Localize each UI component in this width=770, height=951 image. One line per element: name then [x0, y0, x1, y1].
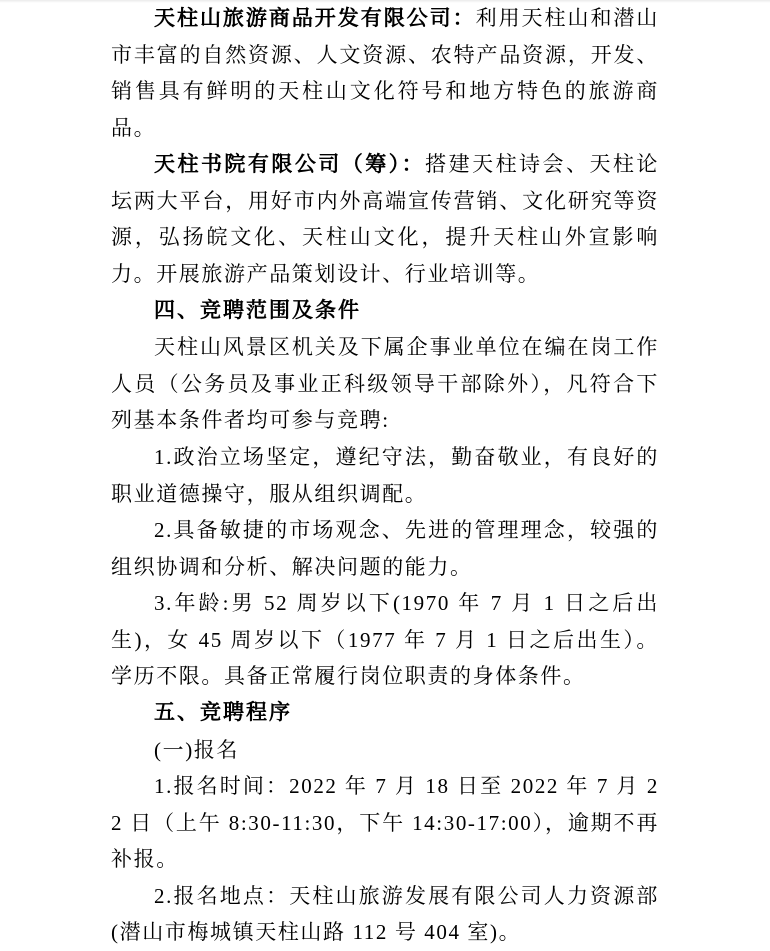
body-paragraph — [111, 0, 659, 146]
sub-heading: (一)报名 — [154, 737, 239, 762]
body-paragraph: 2.报名地点：天柱山旅游发展有限公司人力资源部(潜山市梅城镇天柱山路 112 号 404 室)。 — [111, 883, 659, 945]
paragraph-text: 利用天柱山和潜山市丰富的自然资源、人文资源、农特产品资源，开发、销售具有鲜明的天柱山文化符号和地方特色的旅游商品。 — [111, 6, 659, 140]
section-heading: 五、竞聘程序 — [154, 700, 292, 724]
body-paragraph: 1.政治立场坚定，遵纪守法，勤奋敬业，有良好的职业道德操守，服从组织调配。 — [111, 444, 659, 506]
body-paragraph — [111, 146, 659, 292]
body-paragraph: 天柱山风景区机关及下属企事业单位在编在岗工作人员（公务员及事业正科级领导干部除外），凡符合下列基本条件者均可参与竞聘: — [111, 335, 659, 433]
section-heading: 四、竞聘范围及条件 — [154, 298, 361, 322]
paragraph-text: 搭建天柱诗会、天柱论坛两大平台，用好市内外高端宣传营销、文化研究等资源，弘扬皖文化、天柱山文化，提升天柱山外宣影响力。开展旅游产品策划设计、行业培训等。 — [111, 152, 659, 287]
body-paragraph: 3.年龄:男 52 周岁以下(1970 年 7 月 1 日之后出生)，女 45 周岁以下（1977 年 7 月 1 日之后出生）。学历不限。具备正常履行岗位职责的身体条件。 — [111, 591, 659, 689]
body-paragraph: 1.报名时间：2022 年 7 月 18 日至 2022 年 7 月 22 日（上午 8:30-11:30，下午 14:30-17:00），逾期不再补报。 — [111, 774, 659, 872]
paragraph-bold-lead: 天柱书院有限公司（筹）： — [154, 152, 426, 177]
paragraph-bold-lead: 天柱山旅游商品开发有限公司： — [154, 6, 476, 30]
body-paragraph: 2.具备敏捷的市场观念、先进的管理理念，较强的组织协调和分析、解决问题的能力。 — [111, 518, 659, 579]
